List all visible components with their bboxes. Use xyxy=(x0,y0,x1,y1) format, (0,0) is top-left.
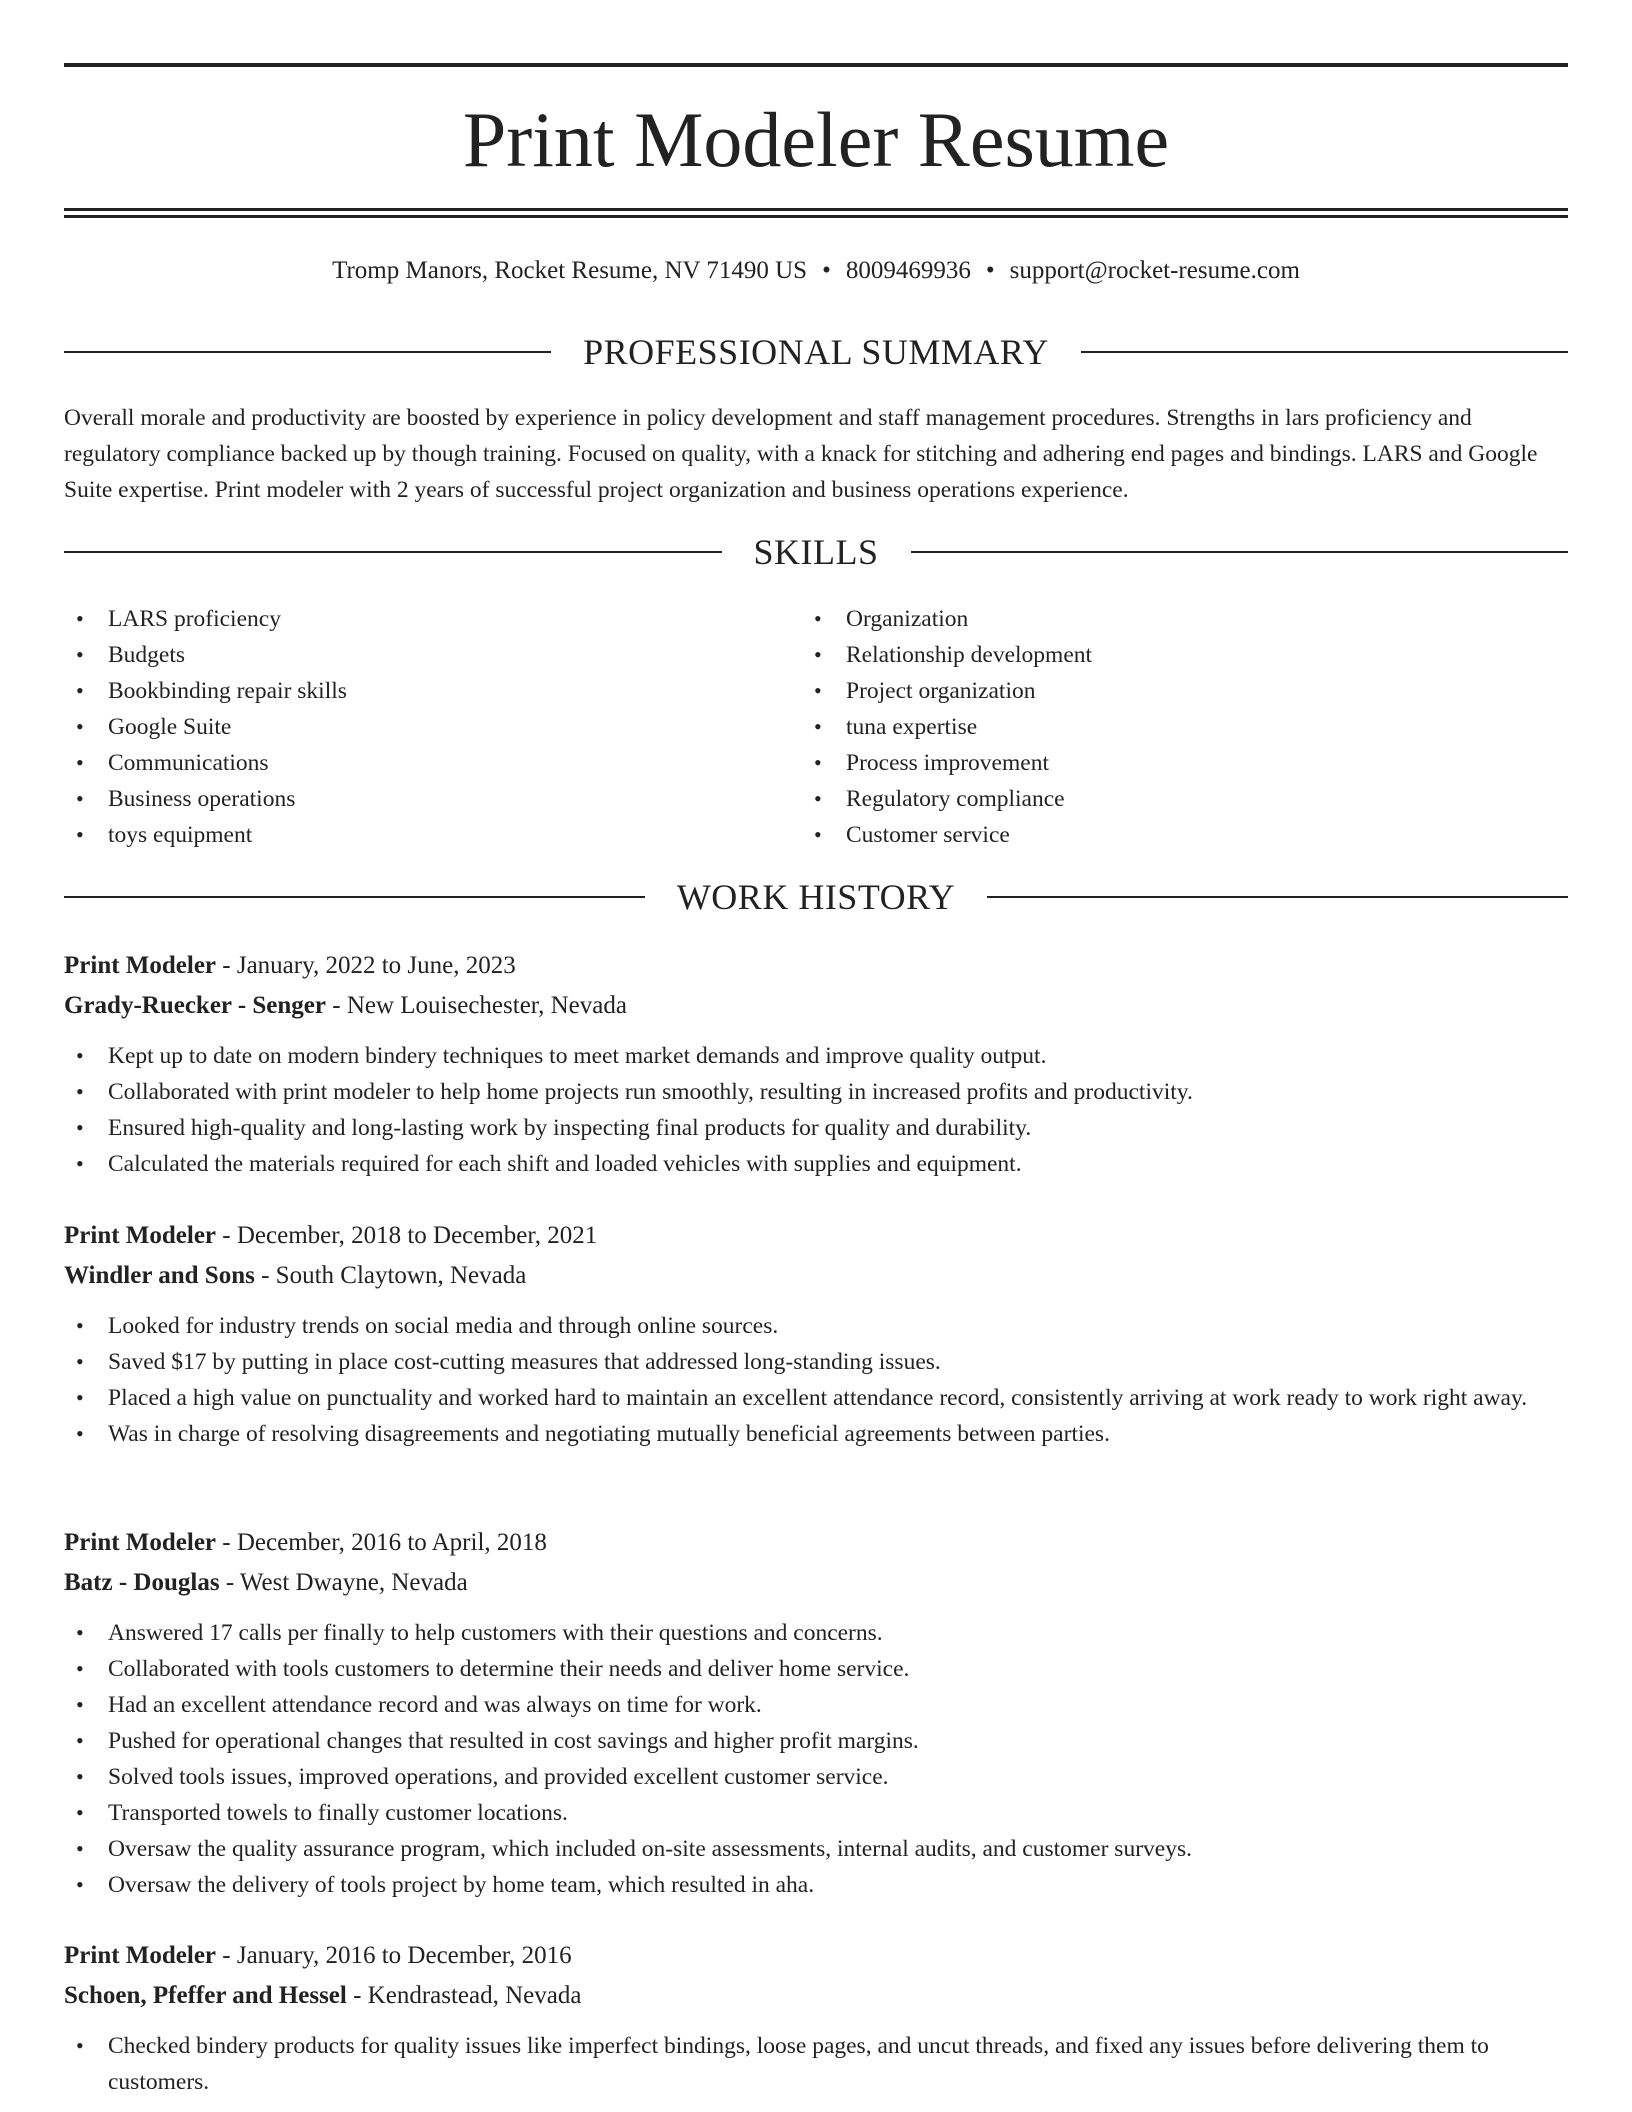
job-entry xyxy=(64,1938,1568,2100)
job-bullet: • Checked bindery products for quality issues like imperfect bindings, loose pages, and uncut threads, and fixed any issues before delivering them to customers. xyxy=(64,2028,1568,2100)
job-bullets xyxy=(64,1308,1568,1452)
page-title: Print Modeler Resume xyxy=(462,96,1170,183)
skills-list-left xyxy=(64,601,764,853)
job-entry xyxy=(64,1218,1568,1452)
job-title: Print Modeler xyxy=(64,952,217,979)
skill-item: • toys equipment xyxy=(64,817,764,853)
heading-rule xyxy=(64,896,645,898)
heading-rule xyxy=(1081,351,1568,353)
heading-rule xyxy=(64,551,722,553)
double-rule xyxy=(64,208,1568,218)
contact-address: Tromp Manors, Rocket Resume, NV 71490 US xyxy=(332,257,808,284)
job-bullet: • Collaborated with print modeler to help home projects run smoothly, resulting in increased profits and productivity. xyxy=(64,1074,1568,1110)
skill-item: • Organization xyxy=(802,601,1502,637)
job-bullets xyxy=(64,1038,1568,1182)
section-heading-summary xyxy=(64,332,1568,372)
section-title: PROFESSIONAL SUMMARY xyxy=(583,332,1049,372)
job-location: - New Louisechester, Nevada xyxy=(326,992,627,1019)
skill-item: • Process improvement xyxy=(802,745,1502,781)
contact-phone: 8009469936 xyxy=(845,257,971,284)
job-bullets xyxy=(64,1615,1568,1903)
job-company-line xyxy=(64,1565,1568,1601)
job-location: - South Claytown, Nevada xyxy=(254,1262,527,1289)
job-bullet: • Oversaw the delivery of tools project by home team, which resulted in aha. xyxy=(64,1867,1568,1903)
job-company: Grady-Ruecker - Senger xyxy=(64,992,326,1019)
contact-separator: • xyxy=(822,257,831,284)
job-location: - West Dwayne, Nevada xyxy=(219,1569,468,1596)
skill-item: • Budgets xyxy=(64,637,764,673)
job-dates: - January, 2022 to June, 2023 xyxy=(216,952,516,979)
job-company: Windler and Sons xyxy=(64,1262,255,1289)
job-bullet: • Placed a high value on punctuality and worked hard to maintain an excellent attendance record, consistently arriving at work ready to work right away. xyxy=(64,1380,1568,1416)
job-bullet: • Saved $17 by putting in place cost-cutting measures that addressed long-standing issues. xyxy=(64,1344,1568,1380)
job-bullet: • Pushed for operational changes that resulted in cost savings and higher profit margins. xyxy=(64,1723,1568,1759)
job-bullet: • Collaborated with tools customers to determine their needs and deliver home service. xyxy=(64,1651,1568,1687)
job-title-line xyxy=(64,1938,1568,1974)
job-location: - Kendrastead, Nevada xyxy=(346,1982,582,2009)
summary-text: Overall morale and productivity are boosted by experience in policy development and staff management procedures. Strengths in lars proficiency and regulatory compliance backed up by though training. Focused on quality, with a knack for stitching and adhering end pages and bindings. LARS and Google Suite expertise. Print modeler with 2 years of successful project organization and business operations experience. xyxy=(64,405,1538,503)
job-bullet: • Calculated the materials required for each shift and loaded vehicles with supplies and equipment. xyxy=(64,1146,1568,1182)
job-title: Print Modeler xyxy=(64,1529,217,1556)
job-bullet: • Looked for industry trends on social media and through online sources. xyxy=(64,1308,1568,1344)
skill-item: • Google Suite xyxy=(64,709,764,745)
job-bullet: • Had an excellent attendance record and was always on time for work. xyxy=(64,1687,1568,1723)
job-bullet: • Kept up to date on modern bindery techniques to meet market demands and improve quality output. xyxy=(64,1038,1568,1074)
job-bullet: • Oversaw the quality assurance program, which included on-site assessments, internal audits, and customer surveys. xyxy=(64,1831,1568,1867)
section-heading-skills xyxy=(64,532,1568,572)
contact-line xyxy=(0,255,1632,287)
job-title: Print Modeler xyxy=(64,1942,217,1969)
job-bullets xyxy=(64,2028,1568,2100)
skill-item: • tuna expertise xyxy=(802,709,1502,745)
contact-email: support@rocket-resume.com xyxy=(1009,257,1300,284)
job-title-line xyxy=(64,1525,1568,1561)
job-company: Batz - Douglas xyxy=(64,1569,220,1596)
skill-item: • Communications xyxy=(64,745,764,781)
job-dates: - January, 2016 to December, 2016 xyxy=(216,1942,572,1969)
job-bullet: • Ensured high-quality and long-lasting work by inspecting final products for quality and durability. xyxy=(64,1110,1568,1146)
skill-item: • Bookbinding repair skills xyxy=(64,673,764,709)
heading-rule xyxy=(911,551,1569,553)
skill-item: • Regulatory compliance xyxy=(802,781,1502,817)
job-company-line xyxy=(64,988,1568,1024)
heading-rule xyxy=(987,896,1568,898)
top-rule xyxy=(64,63,1568,67)
job-title: Print Modeler xyxy=(64,1222,217,1249)
skills-list-right xyxy=(802,601,1502,853)
job-title-line xyxy=(64,948,1568,984)
job-company: Schoen, Pfeffer and Hessel xyxy=(64,1982,347,2009)
job-bullet: • Solved tools issues, improved operations, and provided excellent customer service. xyxy=(64,1759,1568,1795)
section-title: WORK HISTORY xyxy=(676,877,956,917)
job-entry xyxy=(64,948,1568,1182)
skill-item: • Customer service xyxy=(802,817,1502,853)
skill-item: • Project organization xyxy=(802,673,1502,709)
skill-item: • Business operations xyxy=(64,781,764,817)
job-company-line xyxy=(64,1258,1568,1294)
job-dates: - December, 2016 to April, 2018 xyxy=(216,1529,547,1556)
skill-item: • Relationship development xyxy=(802,637,1502,673)
job-bullet: • Answered 17 calls per finally to help customers with their questions and concerns. xyxy=(64,1615,1568,1651)
job-bullet: • Transported towels to finally customer locations. xyxy=(64,1795,1568,1831)
job-dates: - December, 2018 to December, 2021 xyxy=(216,1222,598,1249)
heading-rule xyxy=(64,351,551,353)
section-title: SKILLS xyxy=(753,532,879,572)
job-title-line xyxy=(64,1218,1568,1254)
job-company-line xyxy=(64,1978,1568,2014)
section-heading-work xyxy=(64,877,1568,917)
contact-separator: • xyxy=(985,257,995,284)
job-bullet: • Was in charge of resolving disagreements and negotiating mutually beneficial agreements between parties. xyxy=(64,1416,1568,1452)
job-entry xyxy=(64,1525,1568,1903)
skill-item: • LARS proficiency xyxy=(64,601,764,637)
